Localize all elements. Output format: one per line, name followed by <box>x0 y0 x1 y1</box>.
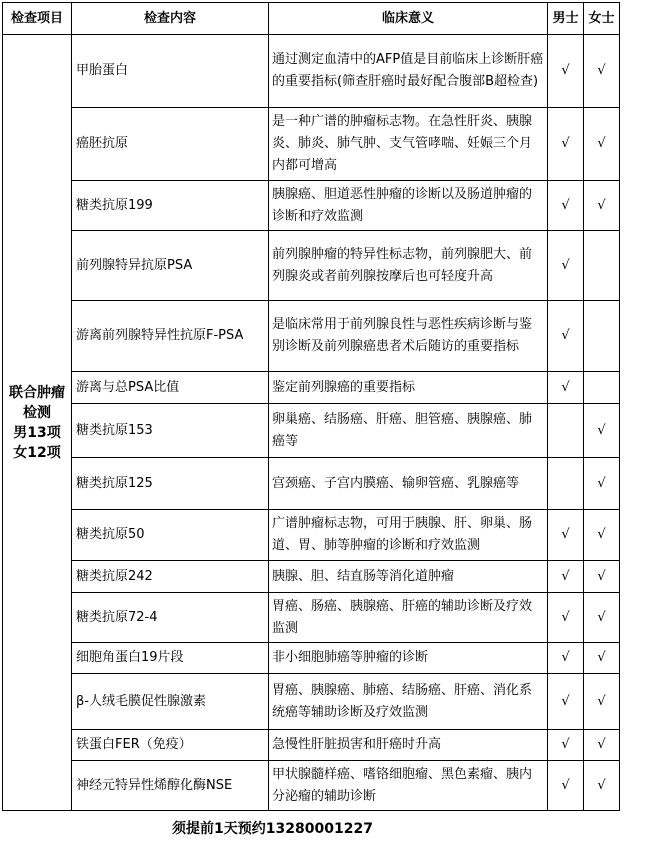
meaning-cell: 前列腺肿瘤的特异性标志物，前列腺肥大、前列腺炎或者前列腺按摩后也可轻度升高 <box>269 231 548 301</box>
table-row <box>3 674 620 730</box>
table-row <box>3 730 620 761</box>
male-check: √ <box>548 561 584 593</box>
item-cell: β-人绒毛膜促性腺激素 <box>72 674 269 730</box>
male-check: √ <box>548 593 584 643</box>
female-check: √ <box>584 35 620 108</box>
meaning-cell: 甲状腺髓样癌、嗜铬细胞瘤、黑色素瘤、胰内分泌瘤的辅助诊断 <box>269 761 548 811</box>
male-check: √ <box>548 181 584 231</box>
table-row <box>3 301 620 372</box>
female-check: √ <box>584 181 620 231</box>
category-cell <box>3 35 72 811</box>
meaning-cell: 胰腺、胆、结直肠等消化道肿瘤 <box>269 561 548 593</box>
item-cell: 细胞角蛋白19片段 <box>72 643 269 674</box>
table-row <box>3 643 620 674</box>
female-check: √ <box>584 674 620 730</box>
header-male: 男士 <box>548 3 584 35</box>
item-cell: 神经元特异性烯醇化酶NSE <box>72 761 269 811</box>
item-cell: 铁蛋白FER（免疫） <box>72 730 269 761</box>
meaning-cell: 宫颈癌、子宫内膜癌、输卵管癌、乳腺癌等 <box>269 458 548 510</box>
item-cell: 游离与总PSA比值 <box>72 372 269 404</box>
table-row <box>3 372 620 404</box>
item-cell: 糖类抗原72-4 <box>72 593 269 643</box>
female-check: √ <box>584 510 620 561</box>
female-check: √ <box>584 458 620 510</box>
category-line: 检测 <box>23 404 51 421</box>
meaning-cell: 广谱肿瘤标志物，可用于胰腺、肝、卵巢、肠道、胃、肺等肿瘤的诊断和疗效监测 <box>269 510 548 561</box>
female-check: √ <box>584 593 620 643</box>
header-meaning: 临床意义 <box>269 3 548 35</box>
item-cell: 糖类抗原242 <box>72 561 269 593</box>
table-row <box>3 404 620 458</box>
male-check: √ <box>548 301 584 372</box>
meaning-cell: 胰腺癌、胆道恶性肿瘤的诊断以及肠道肿瘤的诊断和疗效监测 <box>269 181 548 231</box>
female-check: √ <box>584 730 620 761</box>
table-row <box>3 561 620 593</box>
meaning-cell: 胃癌、肠癌、胰腺癌、肝癌的辅助诊断及疗效监测 <box>269 593 548 643</box>
meaning-cell: 急慢性肝脏损害和肝癌时升高 <box>269 730 548 761</box>
female-check: √ <box>584 108 620 181</box>
meaning-cell: 通过测定血清中的AFP值是目前临床上诊断肝癌的重要指标(筛查肝癌时最好配合腹部B超检查) <box>269 35 548 108</box>
meaning-cell: 是一种广谱的肿瘤标志物。在急性肝炎、胰腺炎、肺炎、肺气肿、支气管哮喘、妊娠三个月内都可增高 <box>269 108 548 181</box>
male-check: √ <box>548 372 584 404</box>
tumor-test-table <box>2 2 620 811</box>
female-check: √ <box>584 761 620 811</box>
item-cell: 糖类抗原50 <box>72 510 269 561</box>
female-check <box>584 372 620 404</box>
header-category: 检查项目 <box>3 3 72 35</box>
header-female: 女士 <box>584 3 620 35</box>
male-check: √ <box>548 643 584 674</box>
male-check: √ <box>548 674 584 730</box>
table-row <box>3 108 620 181</box>
male-check: √ <box>548 108 584 181</box>
appointment-note: 须提前1天预约13280001227 <box>172 821 373 837</box>
female-check: √ <box>584 643 620 674</box>
meaning-cell: 鉴定前列腺癌的重要指标 <box>269 372 548 404</box>
category-line: 男13项 <box>13 424 61 441</box>
table-row <box>3 510 620 561</box>
category-line: 女12项 <box>13 444 61 461</box>
table-row <box>3 761 620 811</box>
meaning-cell: 非小细胞肺癌等肿瘤的诊断 <box>269 643 548 674</box>
category-line: 联合肿瘤 <box>9 384 65 401</box>
item-cell: 糖类抗原153 <box>72 404 269 458</box>
header-item: 检查内容 <box>72 3 269 35</box>
table-row <box>3 231 620 301</box>
male-check: √ <box>548 35 584 108</box>
female-check: √ <box>584 404 620 458</box>
female-check <box>584 231 620 301</box>
male-check: √ <box>548 231 584 301</box>
item-cell: 甲胎蛋白 <box>72 35 269 108</box>
meaning-cell: 卵巢癌、结肠癌、肝癌、胆管癌、胰腺癌、肺癌等 <box>269 404 548 458</box>
item-cell: 糖类抗原125 <box>72 458 269 510</box>
male-check: √ <box>548 761 584 811</box>
item-cell: 游离前列腺特异性抗原F-PSA <box>72 301 269 372</box>
table-row <box>3 35 620 108</box>
female-check <box>584 301 620 372</box>
male-check: √ <box>548 730 584 761</box>
item-cell: 癌胚抗原 <box>72 108 269 181</box>
meaning-cell: 是临床常用于前列腺良性与恶性疾病诊断与鉴别诊断及前列腺癌患者术后随访的重要指标 <box>269 301 548 372</box>
table-row <box>3 181 620 231</box>
table-row <box>3 593 620 643</box>
header-row <box>3 3 620 35</box>
meaning-cell: 胃癌、胰腺癌、肺癌、结肠癌、肝癌、消化系统癌等辅助诊断及疗效监测 <box>269 674 548 730</box>
item-cell: 糖类抗原199 <box>72 181 269 231</box>
male-check <box>548 404 584 458</box>
male-check: √ <box>548 510 584 561</box>
female-check: √ <box>584 561 620 593</box>
male-check <box>548 458 584 510</box>
table-row <box>3 458 620 510</box>
item-cell: 前列腺特异抗原PSA <box>72 231 269 301</box>
